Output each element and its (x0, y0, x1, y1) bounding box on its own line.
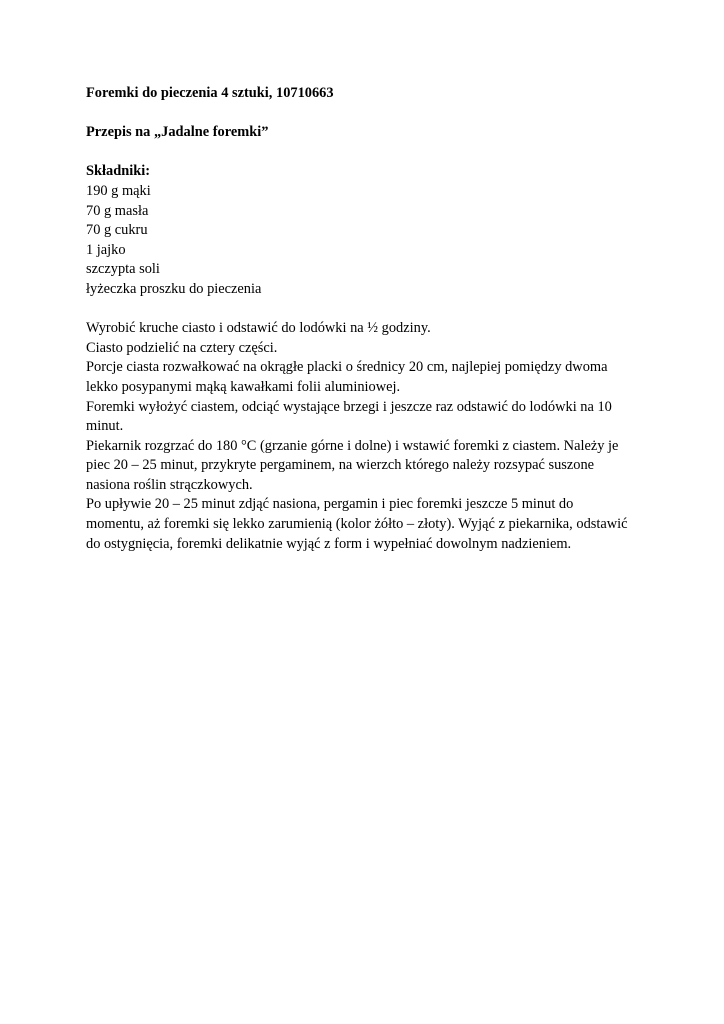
instruction-line: Wyrobić kruche ciasto i odstawić do lodówki na ½ godziny. (86, 320, 431, 337)
instruction-line: momentu, aż foremki się lekko zarumienią (kolor żółto – złoty). Wyjąć z piekarnika, odstawić (86, 516, 628, 533)
instruction-line: Ciasto podzielić na cztery części. (86, 339, 278, 356)
ingredient-item: 70 g masła (86, 202, 149, 219)
document-body (86, 84, 646, 554)
instruction-line: piec 20 – 25 minut, przykryte pergaminem, na wierzch którego należy rozsypać suszone (86, 457, 595, 474)
ingredients-heading: Składniki: (86, 163, 150, 180)
recipe-title: Przepis na „Jadalne foremki” (86, 124, 269, 141)
ingredient-item: 1 jajko (86, 241, 126, 258)
instruction-line: do ostygnięcia, foremki delikatnie wyjąć z form i wypełniać dowolnym nadzieniem. (86, 535, 572, 552)
ingredient-item: 70 g cukru (86, 222, 148, 239)
product-title: Foremki do pieczenia 4 sztuki, 10710663 (86, 85, 334, 101)
instruction-line: minut. (86, 418, 124, 435)
instruction-line: Po upływie 20 – 25 minut zdjąć nasiona, pergamin i piec foremki jeszcze 5 minut do (86, 496, 574, 513)
ingredient-item: szczypta soli (86, 261, 160, 278)
instruction-line: Porcje ciasta rozwałkować na okrągłe placki o średnicy 20 cm, najlepiej pomiędzy dwoma (86, 359, 608, 376)
instruction-line: nasiona roślin strączkowych. (86, 476, 253, 493)
spacer (86, 104, 646, 124)
ingredient-item: 190 g mąki (86, 182, 151, 199)
spacer (86, 143, 646, 163)
instruction-line: lekko posypanymi mąką kawałkami folii aluminiowej. (86, 378, 401, 395)
instruction-line: Piekarnik rozgrzać do 180 °C (grzanie górne i dolne) i wstawić foremki z ciastem. Należy je (86, 437, 619, 454)
ingredient-item: łyżeczka proszku do pieczenia (86, 280, 262, 297)
instruction-line: Foremki wyłożyć ciastem, odciąć wystające brzegi i jeszcze raz odstawić do lodówki na 10 (86, 398, 612, 415)
spacer (86, 300, 646, 320)
